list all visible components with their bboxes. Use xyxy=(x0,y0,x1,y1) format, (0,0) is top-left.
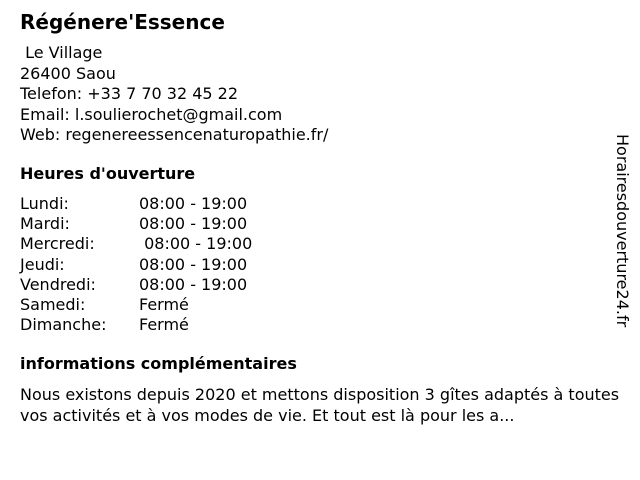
business-name: Régénere'Essence xyxy=(20,10,225,34)
time-value: Fermé xyxy=(139,294,189,314)
email-line: Email: l.soulierochet@gmail.com xyxy=(20,104,283,124)
additional-info-heading: informations complémentaires xyxy=(20,354,297,373)
day-label: Samedi: xyxy=(20,294,86,314)
web-line: Web: regenereessencenaturopathie.fr/ xyxy=(20,125,329,144)
time-value: 08:00 - 19:00 xyxy=(139,254,248,274)
phone-line: Telefon: +33 7 70 32 45 22 xyxy=(20,84,239,103)
day-label: Mardi: xyxy=(20,214,70,234)
address-block xyxy=(20,43,328,146)
address-city: 26400 Saou xyxy=(20,63,116,83)
time-value: 08:00 - 19:00 xyxy=(139,274,248,294)
day-label: Jeudi: xyxy=(20,254,65,274)
day-label: Vendredi: xyxy=(20,274,96,294)
time-value: Fermé xyxy=(139,315,189,335)
time-value: 08:00 - 19:00 xyxy=(139,194,248,213)
address-street: Le Village xyxy=(20,43,103,62)
day-label: Lundi: xyxy=(20,194,69,213)
additional-info-text: Nous existons depuis 2020 et mettons disposition 3 gîtes adaptés à toutes vos activités et à vos modes de vie. Et tout est là pour les a... xyxy=(20,385,620,425)
site-watermark: Horairesdouverture24.fr xyxy=(613,134,632,328)
opening-hours-heading: Heures d'ouverture xyxy=(20,164,196,183)
day-label: Mercredi: xyxy=(20,234,95,254)
time-value: 08:00 - 19:00 xyxy=(139,214,248,234)
time-value: 08:00 - 19:00 xyxy=(139,234,253,254)
day-label: Dimanche: xyxy=(20,315,107,335)
